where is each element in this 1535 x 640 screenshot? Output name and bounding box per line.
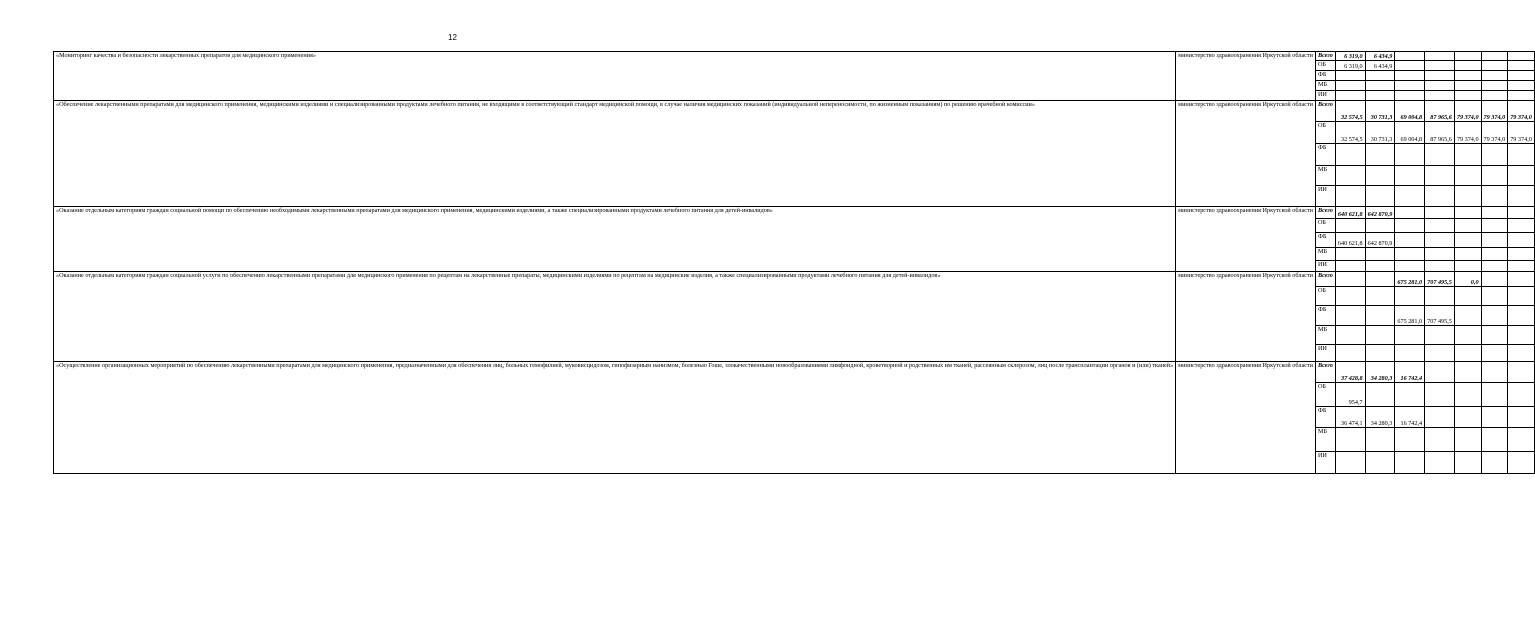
funding-source: Всего: [1315, 101, 1335, 122]
amount-cell: [1335, 248, 1365, 261]
amount-cell: [1425, 383, 1455, 407]
amount-cell: 16 742,4: [1395, 407, 1425, 428]
amount-cell: [1365, 186, 1395, 207]
table-row: [54, 207, 1535, 219]
amount-cell: [1395, 248, 1425, 261]
amount-cell: [1395, 452, 1425, 474]
amount-cell: [1395, 144, 1425, 166]
amount-cell: [1454, 428, 1481, 452]
amount-cell: [1425, 452, 1455, 474]
amount-cell: [1508, 61, 1535, 71]
amount-cell: [1481, 362, 1508, 383]
amount-cell: 87 965,6: [1425, 101, 1455, 122]
page-number: 12: [448, 33, 457, 42]
amount-cell: [1365, 81, 1395, 91]
amount-cell: [1335, 261, 1365, 272]
amount-cell: [1508, 166, 1535, 186]
amount-cell: [1481, 71, 1508, 81]
funding-source: ОБ: [1315, 219, 1335, 233]
amount-cell: [1508, 186, 1535, 207]
amount-cell: [1395, 233, 1425, 248]
amount-cell: [1508, 144, 1535, 166]
amount-cell: [1481, 81, 1508, 91]
funding-source: ИИ: [1315, 91, 1335, 101]
amount-cell: [1454, 407, 1481, 428]
amount-cell: [1481, 287, 1508, 306]
amount-cell: 37 428,8: [1335, 362, 1365, 383]
amount-cell: [1425, 407, 1455, 428]
amount-cell: 87 965,6: [1425, 122, 1455, 144]
amount-cell: [1508, 248, 1535, 261]
activity-description: «Мониторинг качества и безопасности лекарственных препаратов для медицинского применения»: [54, 52, 1176, 101]
responsible-executor: министерство здравоохранения Иркутской области: [1176, 101, 1316, 207]
funding-source: ОБ: [1315, 122, 1335, 144]
amount-cell: [1454, 81, 1481, 91]
amount-cell: [1395, 207, 1425, 219]
funding-source: ФБ: [1315, 233, 1335, 248]
amount-cell: 675 281,0: [1395, 272, 1425, 287]
amount-cell: 16 742,4: [1395, 362, 1425, 383]
amount-cell: [1481, 428, 1508, 452]
amount-cell: [1425, 166, 1455, 186]
amount-cell: [1395, 52, 1425, 61]
amount-cell: 32 574,5: [1335, 101, 1365, 122]
amount-cell: [1425, 186, 1455, 207]
amount-cell: [1425, 248, 1455, 261]
amount-cell: [1481, 345, 1508, 362]
amount-cell: [1335, 306, 1365, 326]
amount-cell: [1365, 248, 1395, 261]
amount-cell: [1395, 81, 1425, 91]
funding-source: ОБ: [1315, 61, 1335, 71]
amount-cell: [1508, 362, 1535, 383]
amount-cell: 675 281,0: [1395, 306, 1425, 326]
amount-cell: [1508, 306, 1535, 326]
amount-cell: [1481, 144, 1508, 166]
amount-cell: [1454, 219, 1481, 233]
amount-cell: [1481, 407, 1508, 428]
amount-cell: [1365, 91, 1395, 101]
responsible-executor: министерство здравоохранения Иркутской области: [1176, 272, 1316, 362]
amount-cell: 79 374,0: [1454, 122, 1481, 144]
amount-cell: [1395, 186, 1425, 207]
amount-cell: 707 495,5: [1425, 272, 1455, 287]
amount-cell: 36 474,1: [1335, 407, 1365, 428]
amount-cell: [1335, 186, 1365, 207]
amount-cell: [1481, 207, 1508, 219]
amount-cell: [1508, 219, 1535, 233]
amount-cell: [1454, 261, 1481, 272]
amount-cell: [1335, 428, 1365, 452]
amount-cell: [1365, 383, 1395, 407]
amount-cell: [1425, 261, 1455, 272]
amount-cell: [1395, 71, 1425, 81]
amount-cell: 0,0: [1454, 272, 1481, 287]
amount-cell: [1425, 81, 1455, 91]
amount-cell: 640 621,8: [1335, 207, 1365, 219]
amount-cell: [1395, 219, 1425, 233]
amount-cell: [1335, 345, 1365, 362]
amount-cell: [1425, 207, 1455, 219]
amount-cell: [1395, 345, 1425, 362]
amount-cell: [1365, 326, 1395, 345]
amount-cell: [1454, 383, 1481, 407]
funding-source: МБ: [1315, 166, 1335, 186]
amount-cell: [1425, 71, 1455, 81]
amount-cell: [1481, 248, 1508, 261]
amount-cell: 34 280,3: [1365, 362, 1395, 383]
amount-cell: [1335, 326, 1365, 345]
amount-cell: [1508, 71, 1535, 81]
amount-cell: [1335, 81, 1365, 91]
amount-cell: [1395, 91, 1425, 101]
amount-cell: [1365, 345, 1395, 362]
funding-source: ОБ: [1315, 383, 1335, 407]
funding-source: МБ: [1315, 81, 1335, 91]
amount-cell: [1481, 52, 1508, 61]
amount-cell: [1508, 407, 1535, 428]
amount-cell: 6 319,0: [1335, 61, 1365, 71]
amount-cell: [1395, 326, 1425, 345]
funding-source: ИИ: [1315, 186, 1335, 207]
responsible-executor: министерство здравоохранения Иркутской области: [1176, 207, 1316, 272]
amount-cell: [1425, 428, 1455, 452]
amount-cell: [1481, 233, 1508, 248]
amount-cell: 34 280,3: [1365, 407, 1395, 428]
amount-cell: [1508, 272, 1535, 287]
amount-cell: 707 495,5: [1425, 306, 1455, 326]
amount-cell: [1508, 345, 1535, 362]
amount-cell: [1365, 166, 1395, 186]
amount-cell: [1508, 52, 1535, 61]
amount-cell: [1481, 326, 1508, 345]
amount-cell: [1454, 233, 1481, 248]
amount-cell: [1454, 186, 1481, 207]
funding-source: МБ: [1315, 428, 1335, 452]
amount-cell: 6 434,9: [1365, 52, 1395, 61]
amount-cell: [1395, 261, 1425, 272]
amount-cell: [1425, 144, 1455, 166]
activity-description: «Оказание отдельным категориям граждан социальной помощи по обеспечению необходимыми лекарственными препаратами для медицинского применения, медицинскими изделиями, а также специализированными продуктами лечебного питания для детей-инвалидов»: [54, 207, 1176, 272]
amount-cell: [1365, 71, 1395, 81]
amount-cell: [1481, 306, 1508, 326]
amount-cell: [1425, 91, 1455, 101]
amount-cell: [1481, 261, 1508, 272]
amount-cell: 6 319,0: [1335, 52, 1365, 61]
funding-source: ИИ: [1315, 261, 1335, 272]
amount-cell: [1335, 166, 1365, 186]
amount-cell: [1335, 287, 1365, 306]
amount-cell: [1395, 428, 1425, 452]
amount-cell: [1454, 326, 1481, 345]
activity-description: «Оказание отдельным категориям граждан социальной услуги по обеспечению лекарственными препаратами для медицинского применения по рецептам на лекарственные препараты, медицинскими изделиями по рецептам на медицинские изделия, а также специализированными продуктами лечебного питания для детей-инвалидов»: [54, 272, 1176, 362]
amount-cell: [1425, 362, 1455, 383]
table-row: [54, 101, 1535, 122]
amount-cell: [1454, 362, 1481, 383]
amount-cell: [1395, 287, 1425, 306]
amount-cell: [1454, 345, 1481, 362]
amount-cell: [1508, 452, 1535, 474]
amount-cell: [1365, 306, 1395, 326]
funding-source: ФБ: [1315, 144, 1335, 166]
amount-cell: [1508, 428, 1535, 452]
amount-cell: [1335, 219, 1365, 233]
amount-cell: [1481, 166, 1508, 186]
table-row: [54, 362, 1535, 383]
amount-cell: [1454, 91, 1481, 101]
amount-cell: [1508, 207, 1535, 219]
table-row: [54, 52, 1535, 61]
amount-cell: 640 621,8: [1335, 233, 1365, 248]
amount-cell: [1365, 452, 1395, 474]
amount-cell: [1481, 272, 1508, 287]
amount-cell: [1425, 326, 1455, 345]
amount-cell: [1454, 61, 1481, 71]
amount-cell: [1508, 81, 1535, 91]
amount-cell: [1365, 144, 1395, 166]
amount-cell: [1425, 61, 1455, 71]
amount-cell: [1454, 144, 1481, 166]
amount-cell: [1365, 261, 1395, 272]
amount-cell: 69 004,8: [1395, 122, 1425, 144]
amount-cell: [1481, 452, 1508, 474]
amount-cell: [1508, 383, 1535, 407]
funding-source: ФБ: [1315, 407, 1335, 428]
amount-cell: 79 374,0: [1454, 101, 1481, 122]
amount-cell: [1481, 383, 1508, 407]
amount-cell: [1481, 61, 1508, 71]
amount-cell: 69 004,8: [1395, 101, 1425, 122]
amount-cell: [1425, 219, 1455, 233]
amount-cell: [1508, 326, 1535, 345]
amount-cell: [1335, 144, 1365, 166]
amount-cell: 32 574,5: [1335, 122, 1365, 144]
amount-cell: [1508, 287, 1535, 306]
funding-source: ОБ: [1315, 287, 1335, 306]
amount-cell: [1335, 91, 1365, 101]
amount-cell: [1395, 166, 1425, 186]
amount-cell: [1454, 287, 1481, 306]
funding-source: ИИ: [1315, 345, 1335, 362]
amount-cell: 79 374,0: [1481, 122, 1508, 144]
amount-cell: 79 374,0: [1508, 122, 1535, 144]
funding-source: Всего: [1315, 207, 1335, 219]
amount-cell: [1395, 61, 1425, 71]
amount-cell: [1425, 345, 1455, 362]
funding-source: Всего: [1315, 272, 1335, 287]
amount-cell: [1365, 428, 1395, 452]
amount-cell: [1335, 272, 1365, 287]
activity-description: «Обеспечение лекарственными препаратами для медицинского применения, медицинскими изделиями и специализированными продуктами лечебного питания, не входящими в соответствующий стандарт медицинской помощи, в случае наличия медицинских показаний (индивидуальной непереносимости, по жизненным показаниям) по решению врачебной комиссии»: [54, 101, 1176, 207]
amount-cell: [1335, 71, 1365, 81]
amount-cell: [1454, 52, 1481, 61]
amount-cell: 79 374,0: [1508, 101, 1535, 122]
activity-description: «Осуществление организационных мероприятий по обеспечению лекарственными препаратами для медицинского применения, предназначенными для обеспечения лиц, больных гемофилией, муковисцидозом, гипофизарным нанизмом, болезнью Гоше, злокачественными новообразованиями лимфоидной, кроветворной и родственных им тканей, рассеянным склерозом, лиц после трансплантации органов и (или) тканей»: [54, 362, 1176, 474]
amount-cell: [1454, 248, 1481, 261]
amount-cell: [1454, 452, 1481, 474]
amount-cell: [1335, 452, 1365, 474]
amount-cell: [1508, 91, 1535, 101]
amount-cell: [1365, 272, 1395, 287]
funding-source: Всего: [1315, 52, 1335, 61]
amount-cell: 30 731,3: [1365, 101, 1395, 122]
funding-source: ФБ: [1315, 71, 1335, 81]
responsible-executor: министерство здравоохранения Иркутской области: [1176, 52, 1316, 101]
table-row: [54, 272, 1535, 287]
amount-cell: 642 870,9: [1365, 207, 1395, 219]
responsible-executor: министерство здравоохранения Иркутской области: [1176, 362, 1316, 474]
amount-cell: 79 374,0: [1481, 101, 1508, 122]
funding-source: МБ: [1315, 326, 1335, 345]
amount-cell: [1425, 287, 1455, 306]
amount-cell: [1481, 186, 1508, 207]
funding-source: Всего: [1315, 362, 1335, 383]
amount-cell: [1425, 52, 1455, 61]
program-table: [53, 51, 1535, 474]
amount-cell: [1454, 71, 1481, 81]
amount-cell: [1365, 219, 1395, 233]
amount-cell: 30 731,3: [1365, 122, 1395, 144]
amount-cell: 642 870,9: [1365, 233, 1395, 248]
funding-source: ФБ: [1315, 306, 1335, 326]
funding-source: МБ: [1315, 248, 1335, 261]
amount-cell: [1454, 306, 1481, 326]
amount-cell: 6 434,9: [1365, 61, 1395, 71]
amount-cell: [1395, 383, 1425, 407]
amount-cell: [1481, 219, 1508, 233]
amount-cell: [1454, 207, 1481, 219]
amount-cell: [1481, 91, 1508, 101]
amount-cell: [1508, 261, 1535, 272]
amount-cell: [1425, 233, 1455, 248]
amount-cell: [1454, 166, 1481, 186]
amount-cell: [1365, 287, 1395, 306]
amount-cell: [1508, 233, 1535, 248]
funding-source: ИИ: [1315, 452, 1335, 474]
amount-cell: 954,7: [1335, 383, 1365, 407]
